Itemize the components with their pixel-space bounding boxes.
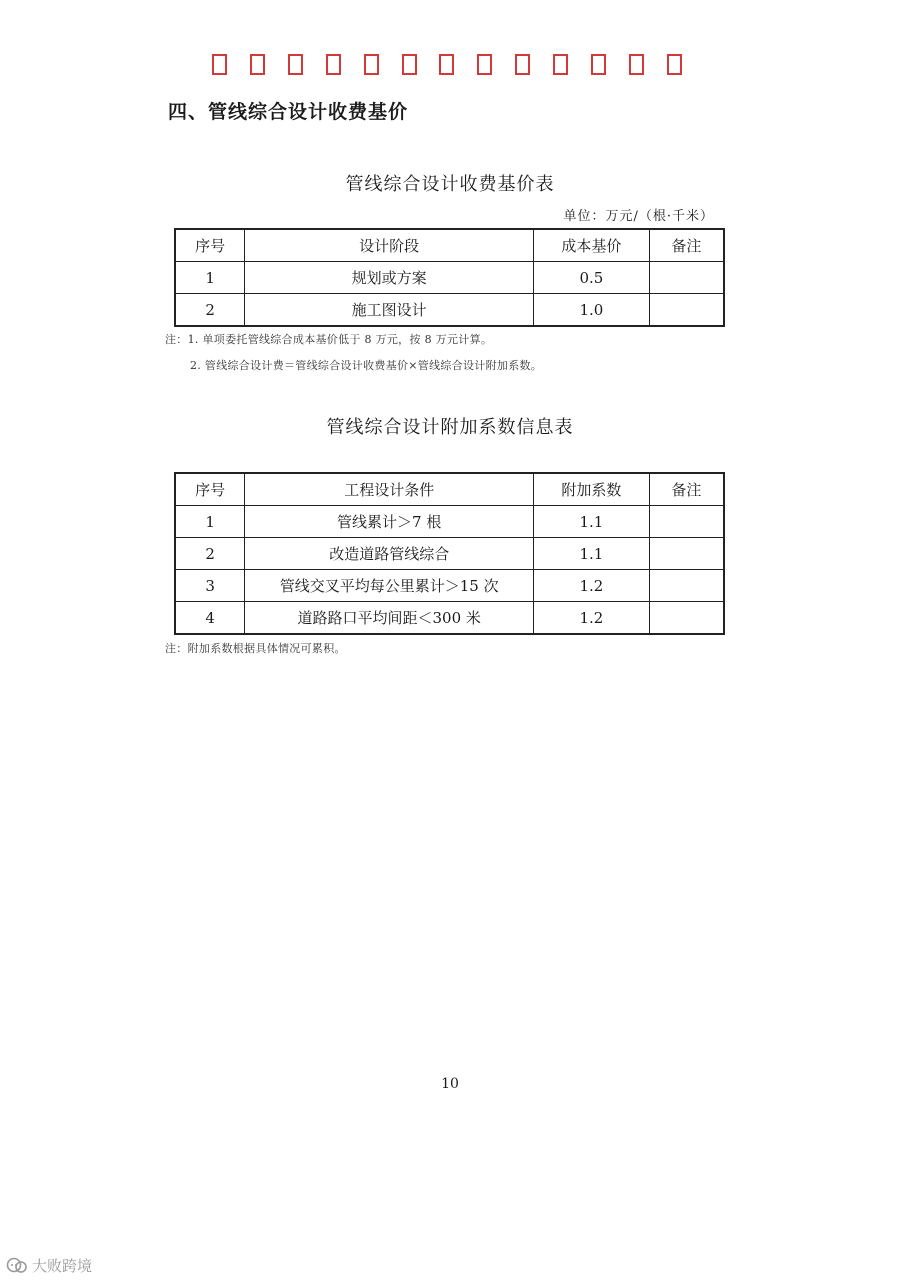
- table-cell: 管线交叉平均每公里累计＞15 次: [245, 570, 534, 602]
- header-box: [553, 54, 568, 75]
- table-cell: [649, 262, 724, 294]
- header-box-row: [212, 54, 682, 75]
- header-cell: 附加系数: [534, 473, 650, 506]
- coefficient-table: [174, 472, 725, 635]
- table-cell: 1: [175, 506, 245, 538]
- table1-unit: 单位：万元/（根·千米）: [563, 209, 714, 224]
- table-cell: 1.2: [534, 602, 650, 635]
- header-cell: 序号: [175, 473, 245, 506]
- table-cell: 道路路口平均间距＜300 米: [245, 602, 534, 635]
- header-cell: 成本基价: [534, 229, 650, 262]
- table-cell: 2: [175, 538, 245, 570]
- table1-note-2: 2. 管线综合设计费＝管线综合设计收费基价×管线综合设计附加系数。: [190, 359, 543, 372]
- table-cell: 施工图设计: [245, 294, 534, 327]
- table-cell: 2: [175, 294, 245, 327]
- header-cell: 备注: [649, 473, 724, 506]
- table-cell: 0.5: [534, 262, 650, 294]
- table2-title: 管线综合设计附加系数信息表: [326, 417, 574, 438]
- header-cell: 工程设计条件: [245, 473, 534, 506]
- table-row: [175, 294, 724, 327]
- header-box: [250, 54, 265, 75]
- header-box: [667, 54, 682, 75]
- table-row: [175, 570, 724, 602]
- header-box: [629, 54, 644, 75]
- table-cell: 1.1: [534, 538, 650, 570]
- header-box: [326, 54, 341, 75]
- chat-bubble-icon: [6, 1257, 28, 1275]
- table1-note-1: 注：1. 单项委托管线综合成本基价低于 8 万元，按 8 万元计算。: [165, 333, 493, 346]
- watermark: [6, 1255, 92, 1276]
- table-row: [175, 538, 724, 570]
- table-cell: 1.2: [534, 570, 650, 602]
- table-cell: 1: [175, 262, 245, 294]
- table-cell: 规划或方案: [245, 262, 534, 294]
- table-cell: [649, 506, 724, 538]
- header-box: [591, 54, 606, 75]
- table-cell: 1.1: [534, 506, 650, 538]
- watermark-text: 大败跨境: [32, 1257, 93, 1275]
- header-box: [212, 54, 227, 75]
- header-box: [364, 54, 379, 75]
- header-box: [515, 54, 530, 75]
- table-header-row: [175, 229, 724, 262]
- table-row: [175, 262, 724, 294]
- table-cell: 4: [175, 602, 245, 635]
- table-header-row: [175, 473, 724, 506]
- table2-note: 注：附加系数根据具体情况可累积。: [165, 642, 346, 655]
- page-number: 10: [441, 1076, 459, 1092]
- table-cell: [649, 602, 724, 635]
- table1-title: 管线综合设计收费基价表: [345, 174, 555, 195]
- table-cell: 改造道路管线综合: [245, 538, 534, 570]
- table-cell: 3: [175, 570, 245, 602]
- header-cell: 备注: [649, 229, 724, 262]
- table-cell: [649, 538, 724, 570]
- header-cell: 设计阶段: [245, 229, 534, 262]
- header-box: [402, 54, 417, 75]
- table-cell: 1.0: [534, 294, 650, 327]
- base-price-table: [174, 228, 725, 327]
- header-box: [439, 54, 454, 75]
- table-row: [175, 602, 724, 635]
- section-heading: 四、管线综合设计收费基价: [168, 101, 409, 123]
- header-cell: 序号: [175, 229, 245, 262]
- header-box: [477, 54, 492, 75]
- table-row: [175, 506, 724, 538]
- header-box: [288, 54, 303, 75]
- table-cell: [649, 570, 724, 602]
- table-cell: [649, 294, 724, 327]
- table-cell: 管线累计＞7 根: [245, 506, 534, 538]
